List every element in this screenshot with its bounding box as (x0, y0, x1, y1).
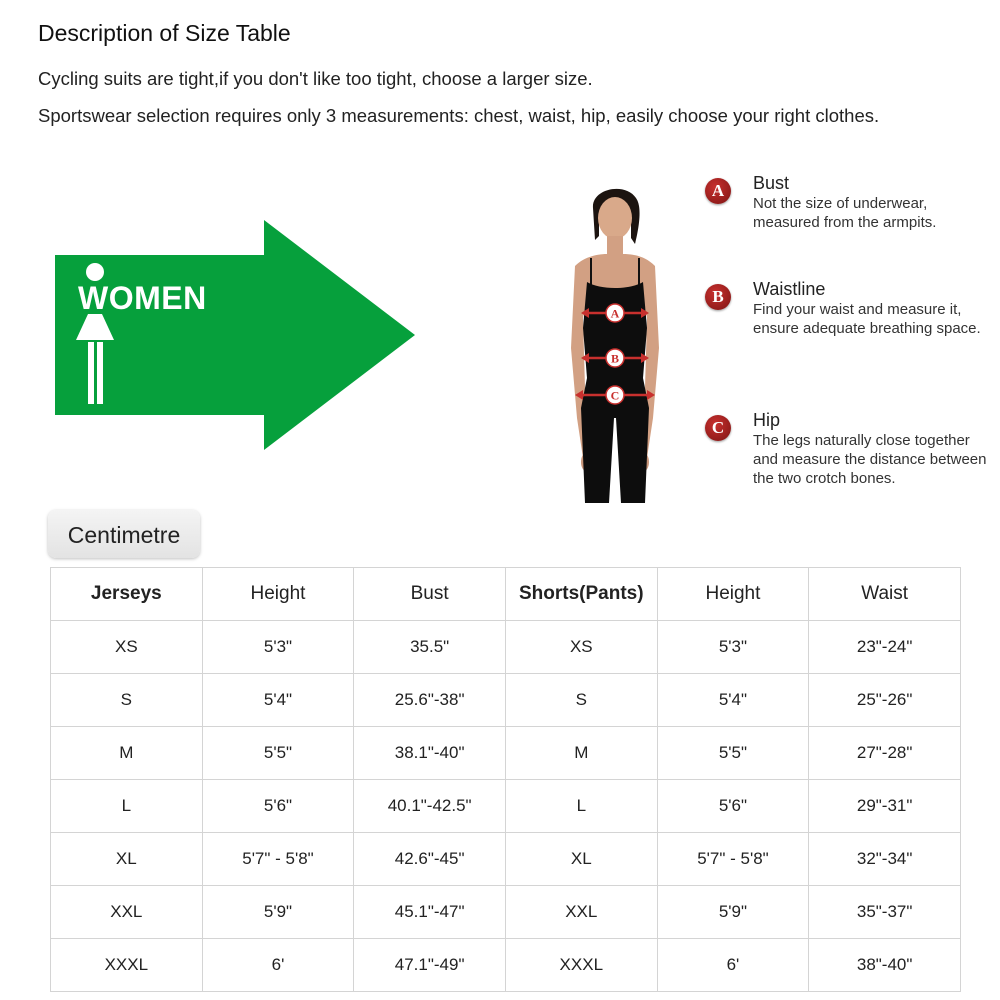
cell: 5'5" (657, 727, 809, 780)
table-row (51, 939, 961, 992)
badge-c: C (705, 415, 731, 441)
cell: XXXL (505, 939, 657, 992)
cell: 6' (202, 939, 354, 992)
header-height-shorts: Height (657, 568, 809, 621)
cell: XS (505, 621, 657, 674)
cell: 5'6" (657, 780, 809, 833)
header-bust: Bust (354, 568, 506, 621)
cell: M (51, 727, 203, 780)
intro-line-1: Cycling suits are tight,if you don't like too tight, choose a larger size. (38, 68, 593, 89)
header-height: Height (202, 568, 354, 621)
hip-heading: Hip (753, 410, 781, 430)
women-label: WOMEN (78, 280, 207, 316)
cell: S (505, 674, 657, 727)
bust-heading: Bust (753, 173, 790, 193)
waistline-description: Find your waist and measure it, ensure adequate breathing space. (753, 301, 981, 337)
cell: XL (505, 833, 657, 886)
table-row (51, 621, 961, 674)
cell: 45.1"-47" (354, 886, 506, 939)
hip-description: The legs naturally close together and measure the distance between the two crotch bones. (753, 432, 987, 487)
cell: L (505, 780, 657, 833)
cell: 35"-37" (809, 886, 961, 939)
cell: 6' (657, 939, 809, 992)
header-jerseys: Jerseys (51, 568, 203, 621)
table-row (51, 727, 961, 780)
badge-b: B (705, 284, 731, 310)
cell: 23"-24" (809, 621, 961, 674)
table-row (51, 780, 961, 833)
cell: 5'6" (202, 780, 354, 833)
cell: XS (51, 621, 203, 674)
cell: 5'3" (202, 621, 354, 674)
model-figure (545, 178, 685, 503)
cell: S (51, 674, 203, 727)
badge-a: A (705, 178, 731, 204)
size-table (50, 567, 961, 992)
marker-c: C (610, 388, 620, 403)
unit-tab-centimetre[interactable]: Centimetre (48, 510, 200, 558)
table-row (51, 674, 961, 727)
cell: 32"-34" (809, 833, 961, 886)
cell: 5'9" (657, 886, 809, 939)
cell: 29"-31" (809, 780, 961, 833)
marker-b: B (610, 351, 620, 366)
waistline-heading: Waistline (753, 279, 826, 299)
cell: 38.1"-40" (354, 727, 506, 780)
cell: 5'4" (657, 674, 809, 727)
cell: XXL (505, 886, 657, 939)
cell: 42.6"-45" (354, 833, 506, 886)
cell: 5'7" - 5'8" (657, 833, 809, 886)
bust-description: Not the size of underwear, measured from the armpits. (753, 195, 937, 231)
cell: 35.5" (354, 621, 506, 674)
table-header-row (51, 568, 961, 621)
cell: 27"-28" (809, 727, 961, 780)
cell: 5'9" (202, 886, 354, 939)
cell: 25"-26" (809, 674, 961, 727)
cell: 5'3" (657, 621, 809, 674)
cell: 5'5" (202, 727, 354, 780)
cell: XL (51, 833, 203, 886)
cell: M (505, 727, 657, 780)
header-shorts: Shorts(Pants) (505, 568, 657, 621)
cell: 38"-40" (809, 939, 961, 992)
table-row (51, 886, 961, 939)
cell: 5'4" (202, 674, 354, 727)
header-waist: Waist (809, 568, 961, 621)
intro-line-2: Sportswear selection requires only 3 measurements: chest, waist, hip, easily choose your right clothes. (38, 105, 880, 126)
cell: XXL (51, 886, 203, 939)
cell: L (51, 780, 203, 833)
cell: 40.1"-42.5" (354, 780, 506, 833)
page-title: Description of Size Table (38, 20, 291, 46)
cell: 5'7" - 5'8" (202, 833, 354, 886)
cell: 47.1"-49" (354, 939, 506, 992)
marker-a: A (610, 306, 620, 321)
table-row (51, 833, 961, 886)
cell: 25.6"-38" (354, 674, 506, 727)
cell: XXXL (51, 939, 203, 992)
